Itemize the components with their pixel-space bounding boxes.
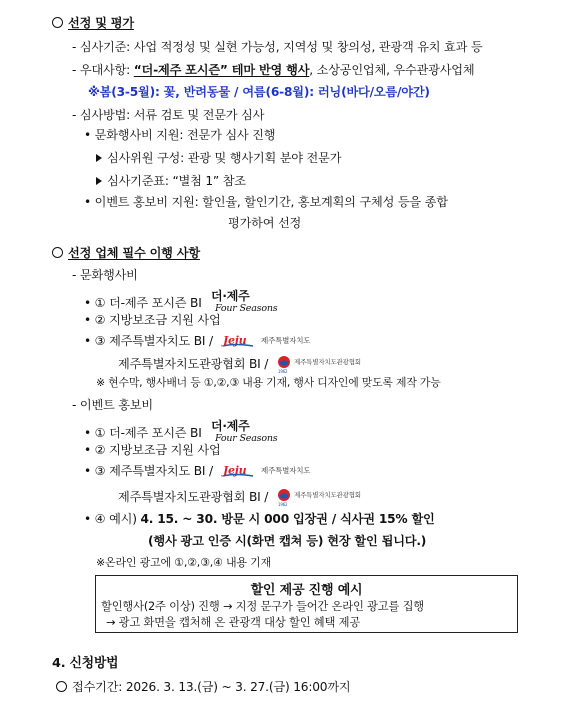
svg-text:Four Seasons: Four Seasons <box>215 303 278 313</box>
application-period-line: 접수기간: 2026. 3. 13.(금) ~ 3. 27.(금) 16:00까지 <box>56 679 350 695</box>
svg-text:Jeju: Jeju <box>222 334 246 347</box>
event-item-2: • ② 지방보조금 지원 사업 <box>84 443 221 457</box>
culture-subhead: - 문화행사비 <box>72 268 138 282</box>
box-title: 할인 제공 진행 예시 <box>250 583 363 598</box>
culture-item-1: • ① 더-제주 포시즌 BI 더·제주 Four Seasons <box>84 289 281 317</box>
culture-item-2: • ② 지방보조금 지원 사업 <box>84 313 221 327</box>
culture-support-line: • 문화행사비 지원: 전문가 심사 진행 <box>84 128 276 142</box>
event-item-1: • ① 더-제주 포시즌 BI 더·제주 Four Seasons <box>84 419 281 447</box>
circle-bullet-icon <box>52 247 63 258</box>
event-item-3: • ③ 제주특별자치도 BI / Jeju 제주특별자치도 <box>84 463 343 483</box>
triangle-bullet-icon <box>96 177 102 185</box>
season-theme-note: ※봄(3-5월): 꽃, 반려동물 / 여름(6-8월): 러닝(바다/오름/야간) <box>88 85 430 99</box>
circle-bullet-icon <box>52 17 63 28</box>
svg-text:Jeju: Jeju <box>222 464 246 477</box>
event-promo-line-cont: 평가하여 선정 <box>228 216 302 230</box>
box-line-1: 할인행사(2주 이상) 진행 → 지정 문구가 들어간 온라인 광고를 집행 <box>101 600 425 613</box>
event-item-4-cont: (행사 광고 인증 시(화면 캡쳐 등) 현장 할인 됩니다.) <box>148 534 427 548</box>
criteria-sheet-line: 심사기준표: “별첨 1” 참조 <box>96 173 246 189</box>
section-application-title: 4. 신청방법 <box>52 656 119 671</box>
svg-text:1962: 1962 <box>277 369 288 374</box>
online-ad-note: ※온라인 광고에 ①,②,③,④ 내용 기재 <box>96 556 271 569</box>
event-subhead: - 이벤트 홍보비 <box>72 398 153 412</box>
svg-text:1962: 1962 <box>277 502 288 507</box>
svg-text:제주특별자치도관광협회: 제주특별자치도관광협회 <box>293 358 361 366</box>
svg-text:Four Seasons: Four Seasons <box>215 433 278 443</box>
svg-text:제주특별자치도: 제주특별자치도 <box>260 466 310 475</box>
culture-note: ※ 현수막, 행사배너 등 ①,②,③ 내용 기재, 행사 디자인에 맞도록 제작 가능 <box>96 376 441 389</box>
jeju-province-logo <box>221 333 339 353</box>
jeju-tourism-association-logo <box>276 487 376 511</box>
section-selection-title: 선정 및 평가 <box>52 15 134 31</box>
preference-line: - 우대사항: “더-제주 포시즌” 테마 반영 행사, 소상공인업체, 우수관광사업체 <box>72 63 475 77</box>
svg-text:더·제주: 더·제주 <box>211 289 250 303</box>
criteria-line: - 심사기준: 사업 적정성 및 실현 가능성, 지역성 및 창의성, 관광객 유치 효과 등 <box>72 40 483 54</box>
circle-bullet-icon <box>56 681 67 692</box>
event-item-4: • ④ 예시) 4. 15. ~ 30. 방문 시 000 입장권 / 식사권 15% 할인 <box>84 512 435 526</box>
review-method-line: - 심사방법: 서류 검토 및 전문가 심사 <box>72 108 265 122</box>
svg-text:더·제주: 더·제주 <box>211 419 250 433</box>
jeju-province-logo <box>221 463 339 483</box>
event-item-3-cont: 제주특별자치도관광협회 BI / 1962 제주특별자치도관광협회 <box>118 487 376 511</box>
judges-line: 심사위원 구성: 관광 및 행사기획 분야 전문가 <box>96 150 341 166</box>
culture-item-3-cont: 제주특별자치도관광협회 BI / 1962 제주특별자치도관광협회 <box>118 354 376 378</box>
culture-item-3: • ③ 제주특별자치도 BI / Jeju 제주특별자치도 <box>84 333 343 353</box>
svg-text:제주특별자치도: 제주특별자치도 <box>260 336 310 345</box>
svg-text:제주특별자치도관광협회: 제주특별자치도관광협회 <box>293 491 361 499</box>
triangle-bullet-icon <box>96 154 102 162</box>
event-promo-line: • 이벤트 홍보비 지원: 할인율, 할인기간, 홍보계획의 구체성 등을 종합 <box>84 195 448 209</box>
box-line-2: → 광고 화면을 캡처해 온 관광객 대상 할인 혜택 제공 <box>106 616 361 629</box>
discount-example-box <box>95 575 518 633</box>
section-requirements-title: 선정 업체 필수 이행 사항 <box>52 245 200 261</box>
